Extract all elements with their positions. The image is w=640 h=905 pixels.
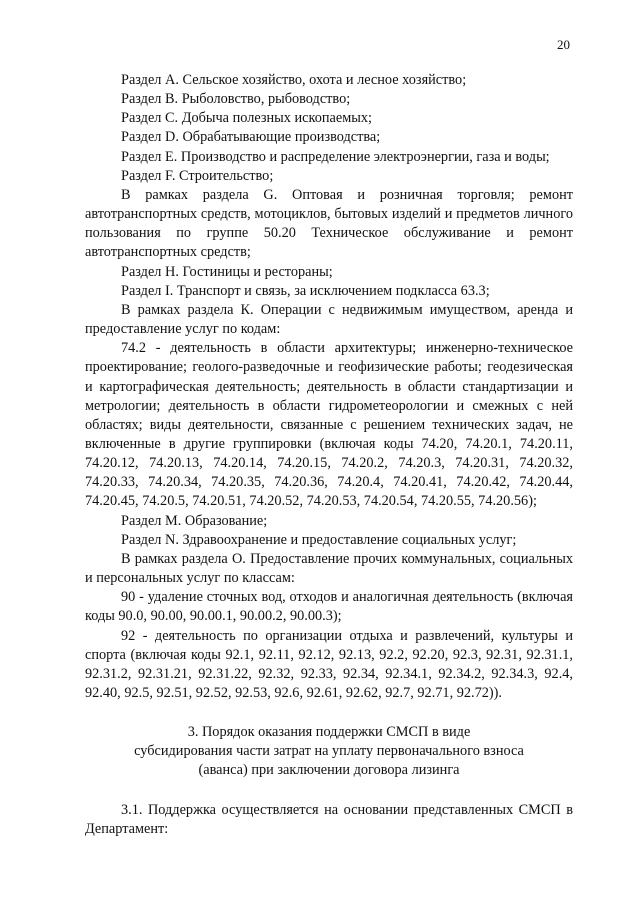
paragraph-section-i: Раздел I. Транспорт и связь, за исключением подкласса 63.3; bbox=[121, 282, 490, 299]
paragraph-section-n: Раздел N. Здравоохранение и предоставление социальных услуг; bbox=[121, 531, 517, 548]
paragraph-section-f: Раздел F. Строительство; bbox=[121, 167, 274, 184]
document-body bbox=[85, 71, 573, 839]
paragraph-code-90: 90 - удаление сточных вод, отходов и аналогичная деятельность (включая коды 90.0, 90.00, 90.00.1, 90.00.2, 90.00.3); bbox=[85, 589, 573, 625]
paragraph-section-d: Раздел D. Обрабатывающие производства; bbox=[121, 129, 381, 146]
page-number: 20 bbox=[557, 37, 570, 52]
paragraph-section-m: Раздел М. Образование; bbox=[121, 512, 268, 529]
paragraph-code-92: 92 - деятельность по организации отдыха и развлечений, культуры и спорта (включая коды 92.1, 92.11, 92.12, 92.13, 92.2, 92.20, 92.3, 92.31, 92.31.1, 92.31.2, 92.31.21, 92.31.22, 92.32, 92.33, 92.34, 92.34.1, 92.34.2, 92.34.3, 92.4, 92.40, 92.5, 92.51, 92.52, 92.53, 92.6, 92.61, 92.62, 92.7, 92.71, 92.72)). bbox=[85, 627, 573, 701]
paragraph-section-b: Раздел В. Рыболовство, рыбоводство; bbox=[121, 91, 351, 108]
paragraph-section-h: Раздел Н. Гостиницы и рестораны; bbox=[121, 263, 333, 280]
paragraph-code-74-2: 74.2 - деятельность в области архитектуры; инженерно-техническое проектирование; геолого-разведочные и геофизические работы; геодезическая и картографическая деятельность; деятельность в области стандартизации и метрологии; деятельность в области гидрометеорологии и смежных с ней областях; виды деятельности, связанные с решением технических задач, не включенные в другие группировки (включая коды 74.20, 74.20.1, 74.20.11, 74.20.12, 74.20.13, 74.20.14, 74.20.15, 74.20.2, 74.20.3, 74.20.31, 74.20.32, 74.20.33, 74.20.34, 74.20.35, 74.20.36, 74.20.4, 74.20.41, 74.20.42, 74.20.44, 74.20.45, 74.20.5, 74.20.51, 74.20.52, 74.20.53, 74.20.54, 74.20.55, 74.20.56); bbox=[85, 340, 573, 510]
section-heading-line-2: субсидирования части затрат на уплату первоначального взноса bbox=[134, 743, 524, 760]
paragraph-section-o: В рамках раздела О. Предоставление прочих коммунальных, социальных и персональных услуг по классам: bbox=[85, 550, 573, 587]
section-heading-line-3: (аванса) при заключении договора лизинга bbox=[198, 762, 460, 779]
paragraph-section-a: Раздел А. Сельское хозяйство, охота и лесное хозяйство; bbox=[121, 72, 467, 88]
section-heading-line-1: 3. Порядок оказания поддержки СМСП в виде bbox=[187, 724, 471, 741]
section-heading bbox=[85, 723, 573, 780]
paragraph-section-k: В рамках раздела К. Операции с недвижимым имуществом, аренда и предоставление услуг по кодам: bbox=[85, 301, 573, 338]
paragraph-section-g: В рамках раздела G. Оптовая и розничная торговля; ремонт автотранспортных средств, мотоциклов, бытовых изделий и предметов личного пользования по группе 50.20 Техническое обслуживание и ремонт автотранспортных средств; bbox=[85, 186, 573, 261]
paragraph-section-e: Раздел Е. Производство и распределение электроэнергии, газа и воды; bbox=[121, 148, 550, 165]
paragraph-section-c: Раздел С. Добыча полезных ископаемых; bbox=[121, 110, 372, 127]
paragraph-3-1: 3.1. Поддержка осуществляется на основании представленных СМСП в Департамент: bbox=[85, 801, 573, 837]
